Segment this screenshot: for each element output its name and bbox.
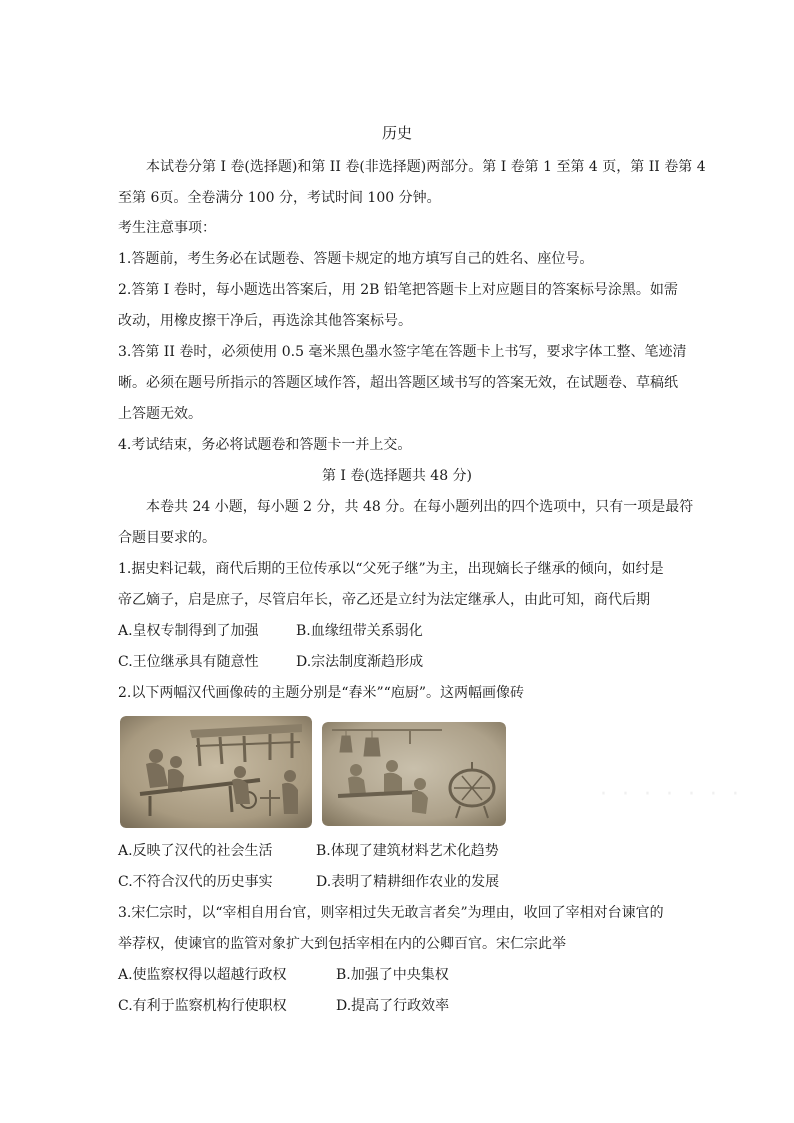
notice-item-1: 1.答题前，考生务必在试题卷、答题卡规定的地方填写自己的姓名、座位号。 — [118, 251, 594, 267]
section-desc-1: 本卷共 24 小题，每小题 2 分，共 48 分。在每小题列出的四个选项中，只有一项是最符 — [146, 499, 694, 515]
notice-item-3b: 晰。必须在题号所指示的答题区域作答，超出答题区域书写的答案无效，在试题卷、草稿纸 — [118, 375, 678, 391]
notice-item-2b: 改动，用橡皮擦干净后，再选涂其他答案标号。 — [118, 313, 412, 329]
brick-image-pounding-rice — [120, 716, 312, 828]
q3-option-c[interactable]: C.有利于监察机构行使职权 — [118, 998, 287, 1014]
q3-stem-1: 3.宋仁宗时，以“宰相自用台官，则宰相过失无敢言者矣”为理由，收回了宰相对台谏官的 — [118, 905, 664, 921]
intro-line-1: 本试卷分第 I 卷(选择题)和第 II 卷(非选择题)两部分。第 I 卷第 1 至第 4 页，第 II 卷第 4 — [146, 159, 706, 175]
notice-item-3a: 3.答第 II 卷时，必须使用 0.5 毫米黑色墨水签字笔在答题卡上书写，要求字体工整、笔迹清 — [118, 344, 687, 360]
q1-stem-2: 帝乙嫡子，启是庶子，尽管启年长，帝乙还是立纣为法定继承人，由此可知，商代后期 — [118, 592, 650, 608]
q1-option-d[interactable]: D.宗法制度渐趋形成 — [296, 654, 424, 670]
q1-option-c[interactable]: C.王位继承具有随意性 — [118, 654, 259, 670]
brick-image-kitchen — [322, 722, 506, 826]
page-title: 历史 — [381, 124, 412, 142]
watermark: · · · · · · · — [600, 782, 743, 807]
notice-item-2a: 2.答第 I 卷时，每小题选出答案后，用 2B 铅笔把答题卡上对应题目的答案标号涂黑。如需 — [118, 282, 678, 298]
q1-option-b[interactable]: B.血缘纽带关系弱化 — [296, 623, 423, 639]
section-heading: 第 I 卷(选择题共 48 分) — [321, 468, 473, 484]
notice-item-3c: 上答题无效。 — [118, 406, 202, 422]
intro-line-2: 至第 6页。全卷满分 100 分，考试时间 100 分钟。 — [118, 190, 441, 206]
q1-stem-1: 1.据史料记载，商代后期的王位传承以“父死子继”为主，出现嫡长子继承的倾向，如纣是 — [118, 561, 664, 577]
q2-option-c[interactable]: C.不符合汉代的历史事实 — [118, 874, 273, 890]
q3-option-b[interactable]: B.加强了中央集权 — [336, 967, 449, 983]
section-desc-2: 合题目要求的。 — [118, 530, 216, 546]
q2-option-a[interactable]: A.反映了汉代的社会生活 — [118, 843, 273, 859]
notice-heading: 考生注意事项： — [118, 220, 216, 236]
notice-item-4: 4.考试结束，务必将试题卷和答题卡一并上交。 — [118, 437, 412, 453]
q2-option-b[interactable]: B.体现了建筑材料艺术化趋势 — [316, 843, 499, 859]
q2-option-d[interactable]: D.表明了精耕细作农业的发展 — [316, 874, 500, 890]
q3-stem-2: 举荐权，使谏官的监管对象扩大到包括宰相在内的公卿百官。宋仁宗此举 — [118, 936, 566, 952]
q3-option-a[interactable]: A.使监察权得以超越行政权 — [118, 967, 287, 983]
q1-option-a[interactable]: A.皇权专制得到了加强 — [118, 623, 259, 639]
q2-stem: 2.以下两幅汉代画像砖的主题分别是“舂米”“庖厨”。这两幅画像砖 — [118, 685, 524, 701]
q3-option-d[interactable]: D.提高了行政效率 — [336, 998, 450, 1014]
